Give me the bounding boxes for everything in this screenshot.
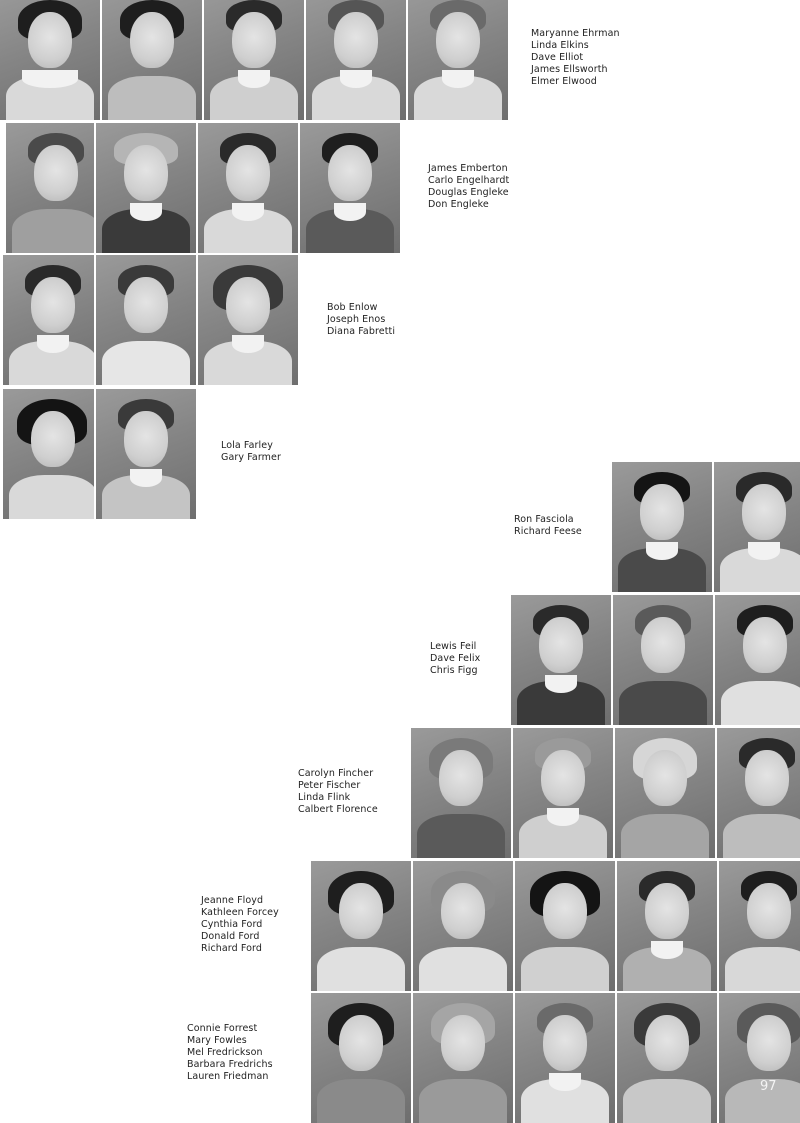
student-portrait bbox=[408, 0, 508, 120]
portrait-group bbox=[612, 462, 800, 592]
portrait-group bbox=[0, 0, 510, 120]
name-list bbox=[531, 28, 620, 88]
student-name: Lauren Friedman bbox=[187, 1071, 269, 1082]
portrait-group bbox=[311, 993, 800, 1123]
student-portrait bbox=[719, 993, 800, 1123]
student-portrait bbox=[413, 993, 513, 1123]
student-name: Dave Felix bbox=[430, 653, 481, 664]
name-list bbox=[201, 895, 279, 955]
student-portrait bbox=[306, 0, 406, 120]
portrait-row-5 bbox=[0, 462, 800, 592]
student-portrait bbox=[715, 595, 800, 725]
student-portrait bbox=[198, 123, 298, 253]
student-name: Bob Enlow bbox=[327, 302, 378, 313]
student-portrait bbox=[96, 123, 196, 253]
student-portrait bbox=[6, 123, 94, 253]
student-portrait bbox=[411, 728, 511, 858]
student-name: Mary Fowles bbox=[187, 1035, 247, 1046]
name-list bbox=[187, 1023, 273, 1083]
student-name: Gary Farmer bbox=[221, 452, 281, 463]
student-portrait bbox=[96, 255, 196, 385]
student-name: Barbara Fredrichs bbox=[187, 1059, 273, 1070]
student-name: Richard Ford bbox=[201, 943, 263, 954]
student-name: Donald Ford bbox=[201, 931, 260, 942]
name-list bbox=[221, 440, 281, 464]
student-portrait bbox=[714, 462, 800, 592]
student-portrait bbox=[515, 993, 615, 1123]
student-portrait bbox=[513, 728, 613, 858]
portrait-row-8 bbox=[0, 861, 800, 991]
portrait-row-9 bbox=[0, 993, 800, 1114]
student-name: Calbert Florence bbox=[298, 804, 378, 815]
student-portrait bbox=[719, 861, 800, 991]
portrait-row-2 bbox=[0, 123, 800, 253]
student-name: Kathleen Forcey bbox=[201, 907, 279, 918]
portrait-group bbox=[6, 123, 402, 253]
student-name: Elmer Elwood bbox=[531, 76, 597, 87]
student-name: Carolyn Fincher bbox=[298, 768, 374, 779]
student-name: Cynthia Ford bbox=[201, 919, 263, 930]
student-name: Mel Fredrickson bbox=[187, 1047, 263, 1058]
student-name: James Ellsworth bbox=[531, 64, 608, 75]
student-portrait bbox=[617, 861, 717, 991]
portrait-row-6 bbox=[0, 595, 800, 725]
student-name: Linda Flink bbox=[298, 792, 351, 803]
student-portrait bbox=[311, 861, 411, 991]
student-name: Connie Forrest bbox=[187, 1023, 258, 1034]
name-list bbox=[327, 302, 395, 338]
student-name: Ron Fasciola bbox=[514, 514, 574, 525]
student-portrait bbox=[204, 0, 304, 120]
student-portrait bbox=[613, 595, 713, 725]
portrait-row-3 bbox=[0, 255, 800, 385]
student-name: Lewis Feil bbox=[430, 641, 477, 652]
portrait-group bbox=[511, 595, 800, 725]
name-list bbox=[430, 641, 480, 677]
student-portrait bbox=[413, 861, 513, 991]
student-name: Dave Elliot bbox=[531, 52, 584, 63]
student-portrait bbox=[102, 0, 202, 120]
student-name: Peter Fischer bbox=[298, 780, 361, 791]
portrait-group bbox=[311, 861, 800, 991]
page-number: 97 bbox=[760, 1079, 777, 1094]
student-name: Joseph Enos bbox=[327, 314, 386, 325]
name-list bbox=[298, 768, 378, 816]
student-portrait bbox=[717, 728, 800, 858]
name-list bbox=[428, 163, 509, 211]
student-name: Lola Farley bbox=[221, 440, 273, 451]
student-portrait bbox=[300, 123, 400, 253]
student-name: Diana Fabretti bbox=[327, 326, 396, 337]
student-portrait bbox=[612, 462, 712, 592]
portrait-row-1 bbox=[0, 0, 800, 120]
portrait-row-7 bbox=[0, 728, 800, 858]
student-name: Chris Figg bbox=[430, 665, 478, 676]
student-portrait bbox=[311, 993, 411, 1123]
portrait-group bbox=[411, 728, 800, 858]
student-portrait bbox=[3, 255, 94, 385]
student-name: Linda Elkins bbox=[531, 40, 589, 51]
student-name: James Emberton bbox=[428, 163, 508, 174]
student-name: Maryanne Ehrman bbox=[531, 28, 620, 39]
student-name: Douglas Engleke bbox=[428, 187, 509, 198]
student-portrait bbox=[515, 861, 615, 991]
student-portrait bbox=[615, 728, 715, 858]
student-name: Richard Feese bbox=[514, 526, 582, 537]
student-portrait bbox=[617, 993, 717, 1123]
student-name: Don Engleke bbox=[428, 199, 489, 210]
student-portrait bbox=[511, 595, 611, 725]
student-portrait bbox=[0, 0, 100, 120]
name-list bbox=[514, 514, 582, 538]
student-name: Jeanne Floyd bbox=[201, 895, 264, 906]
student-portrait bbox=[198, 255, 298, 385]
portrait-group bbox=[3, 255, 300, 385]
student-name: Carlo Engelhardt bbox=[428, 175, 510, 186]
